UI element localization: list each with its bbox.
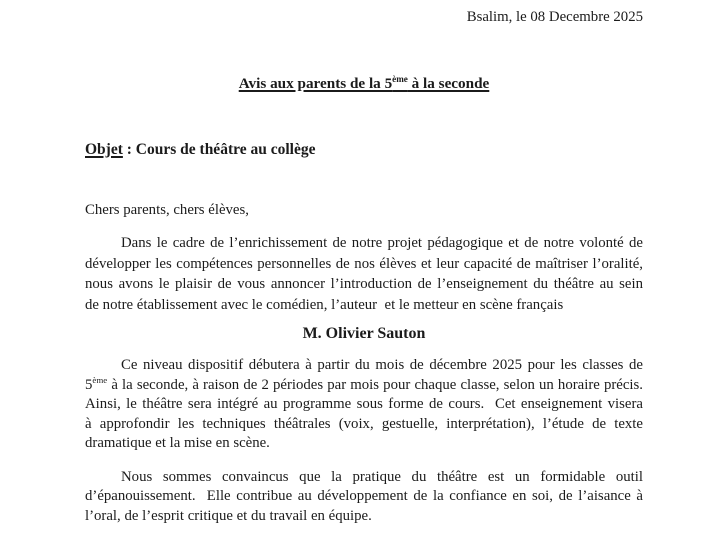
text-line: Ce niveau dispositif débutera à partir du mois de décembre 2025 pour les classes de [121,357,643,373]
text-line: de notre établissement avec le comédien, l’auteur et le metteur en scène français [85,296,564,313]
grade-superscript: ème [92,374,108,385]
document-title-text [239,75,490,92]
title-prefix: Avis aux parents de la 5 [238,75,393,92]
text-line: dramatique et la mise en scène. [85,435,270,451]
title-suffix: à la seconde [407,75,490,92]
text-line: l’oral, de l’esprit critique et du travail en équipe. [85,507,372,524]
text-line: à approfondir les techniques théâtrales (voix, gestuelle, interprétation), l’étude de texte [85,415,643,432]
subject-text: : Cours de théâtre au collège [122,141,316,158]
subject-label: Objet [85,141,123,158]
author-name-line: M. Olivier Sauton [302,325,426,342]
paragraph-2 [85,356,643,454]
salutation-line: Chers parents, chers élèves, [85,202,249,218]
title-superscript: ème [392,73,408,84]
text-line: développer les compétences personnelles de nos élèves et leur capacité de maîtriser l’oralité, [85,255,643,272]
text-line: Dans le cadre de l’enrichissement de notre projet pédagogique et de notre volonté de [121,235,643,251]
text-line: Nous sommes convaincus que la pratique du théâtre est un formidable outil [121,468,643,485]
subject-line [85,139,643,160]
date-line: Bsalim, le 08 Decembre 2025 [466,9,643,25]
paragraph-3 [85,468,643,527]
text-line: Ainsi, le théâtre sera intégré au programme sous forme de cours. Cet enseignement visera [85,396,643,412]
text-line: nous avons le plaisir de vous annoncer l’introduction de l’enseignement du théâtre au sein [85,276,643,292]
line-remainder: à la seconde, à raison de 2 périodes par mois pour chaque classe, selon un horaire précis. [107,376,643,393]
document-title [85,73,643,94]
grade-number: 5 [85,376,93,393]
paragraph-1 [85,233,643,315]
text-line: d’épanouissement. Elle contribue au développement de la confiance en soi, de l’aisance à [85,488,643,504]
text-line [85,376,643,396]
